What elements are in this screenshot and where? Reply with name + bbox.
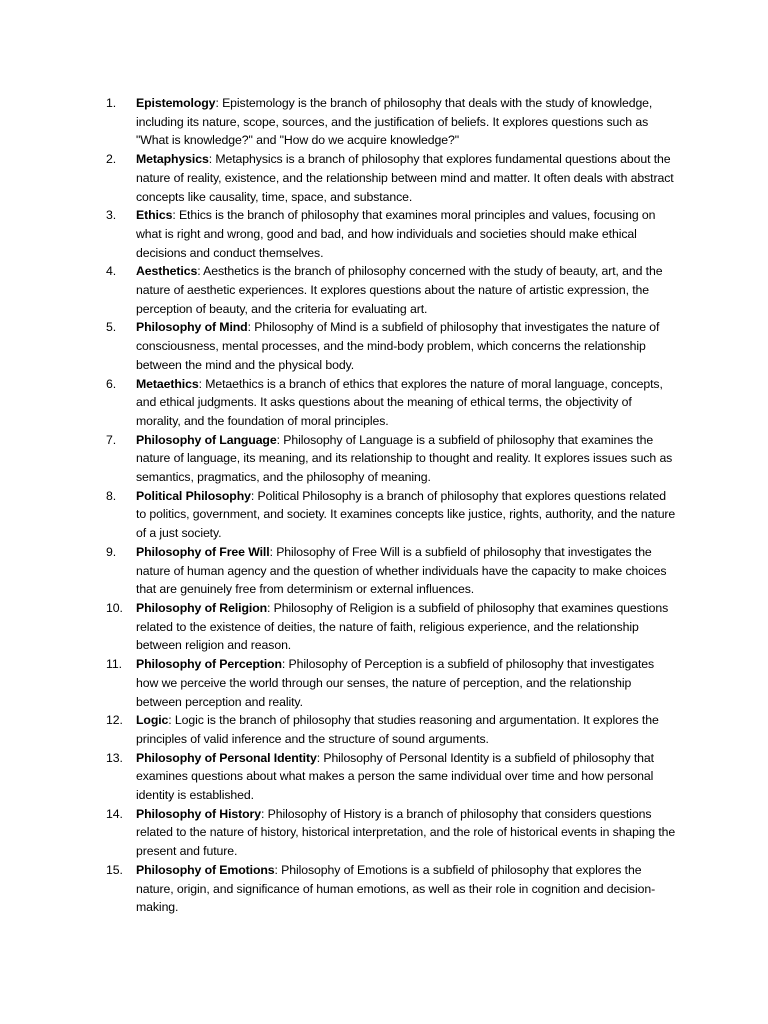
philosophy-branches-list [106, 94, 678, 917]
list-item-description: : Philosophy of Religion is a subfield of philosophy that examines questions related to the existence of deities, the nature of faith, religious experience, and the relationship between religion and reason. [136, 600, 669, 653]
list-item [106, 150, 678, 206]
list-item [106, 749, 678, 805]
list-item-term: Philosophy of Free Will [136, 544, 270, 559]
list-item-term: Metaethics [136, 376, 199, 391]
list-item-number: 9. [106, 544, 117, 559]
list-item [106, 599, 678, 655]
list-item-number: 8. [106, 488, 117, 503]
list-item-number: 3. [106, 208, 117, 223]
list-item-term: Philosophy of Perception [136, 657, 282, 672]
list-item-description: : Political Philosophy is a branch of philosophy that explores questions related to politics, government, and society. It examines concepts like justice, rights, authority, and the nature of a just society. [136, 488, 676, 541]
list-item-term: Logic [136, 713, 169, 728]
list-item-number: 14. [106, 806, 123, 821]
list-item [106, 94, 678, 150]
list-item [106, 711, 678, 748]
list-item-term: Political Philosophy [136, 488, 251, 503]
list-item [106, 655, 678, 711]
list-item-term: Philosophy of Personal Identity [136, 750, 317, 765]
list-item-description: : Metaphysics is a branch of philosophy that explores fundamental questions about the nature of reality, existence, and the relationship between mind and matter. It often deals with abstract concepts like causality, time, space, and substance. [136, 152, 674, 204]
list-item-term: Epistemology [136, 96, 216, 110]
list-item-description: : Logic is the branch of philosophy that studies reasoning and argumentation. It explores the principles of valid inference and the structure of sound arguments. [136, 713, 659, 746]
list-item-number: 5. [106, 320, 117, 335]
list-item [106, 543, 678, 599]
list-item-term: Ethics [136, 208, 173, 223]
list-item-description: : Philosophy of Mind is a subfield of philosophy that investigates the nature of consciousness, mental processes, and the mind-body problem, which concerns the relationship between the mind and the physical body. [136, 320, 660, 372]
list-item-description: : Epistemology is the branch of philosophy that deals with the study of knowledge, including its nature, scope, sources, and the justification of beliefs. It explores questions such as "What is knowledge?" and "How do we acquire knowledge?" [136, 96, 653, 148]
list-item [106, 206, 678, 262]
list-item-term: Philosophy of Religion [136, 600, 268, 615]
list-item-description: : Ethics is the branch of philosophy that examines moral principles and values, focusing on what is right and wrong, good and bad, and how individuals and societies should make ethical decisions and conduct themselves. [136, 208, 656, 260]
list-item-description: : Aesthetics is the branch of philosophy concerned with the study of beauty, art, and the nature of aesthetic experiences. It explores questions about the nature of artistic expression, the perception of beauty, and the criteria for evaluating art. [136, 264, 663, 316]
list-item-term: Philosophy of History [136, 806, 261, 821]
list-item-term: Aesthetics [136, 264, 198, 279]
list-item-description: : Philosophy of Emotions is a subfield of philosophy that explores the nature, origin, and significance of human emotions, as well as their role in cognition and decision-making. [136, 862, 656, 915]
list-item [106, 375, 678, 431]
list-item [106, 262, 678, 318]
list-item [106, 861, 678, 917]
list-item-number: 1. [106, 96, 117, 110]
list-item-number: 6. [106, 376, 117, 391]
list-item-term: Philosophy of Language [136, 432, 277, 447]
list-item-number: 10. [106, 600, 123, 615]
list-item-term: Philosophy of Mind [136, 320, 248, 335]
list-item-number: 13. [106, 750, 123, 765]
list-item-number: 11. [106, 657, 122, 672]
list-item-description: : Philosophy of Perception is a subfield of philosophy that investigates how we perceive the world through our senses, the nature of perception, and the relationship between perception and reality. [136, 657, 655, 709]
list-item-number: 4. [106, 264, 117, 279]
list-item-description: : Philosophy of Personal Identity is a subfield of philosophy that examines questions about what makes a person the same individual over time and how personal identity is established. [136, 750, 654, 803]
list-item-description: : Philosophy of Language is a subfield of philosophy that examines the nature of language, its meaning, and its relationship to thought and reality. It explores issues such as semantics, pragmatics, and the philosophy of meaning. [136, 432, 673, 485]
list-item [106, 431, 678, 487]
list-item [106, 805, 678, 861]
list-item [106, 318, 678, 374]
list-item-term: Philosophy of Emotions [136, 862, 275, 877]
list-item-number: 2. [106, 152, 117, 167]
list-item-description: : Philosophy of History is a branch of philosophy that considers questions related to the nature of history, historical interpretation, and the role of historical events in shaping the present and future. [136, 806, 676, 859]
list-item-description: : Philosophy of Free Will is a subfield of philosophy that investigates the nature of human agency and the question of whether individuals have the capacity to make choices that are genuinely free from determinism or external influences. [136, 544, 667, 597]
list-item-number: 12. [106, 713, 123, 728]
list-item-description: : Metaethics is a branch of ethics that explores the nature of moral language, concepts, and ethical judgments. It asks questions about the meaning of ethical terms, the objectivity of morality, and the foundation of moral principles. [136, 376, 663, 428]
list-item-term: Metaphysics [136, 152, 209, 167]
list-item-number: 15. [106, 862, 123, 877]
list-item-number: 7. [106, 432, 117, 447]
list-item [106, 487, 678, 543]
